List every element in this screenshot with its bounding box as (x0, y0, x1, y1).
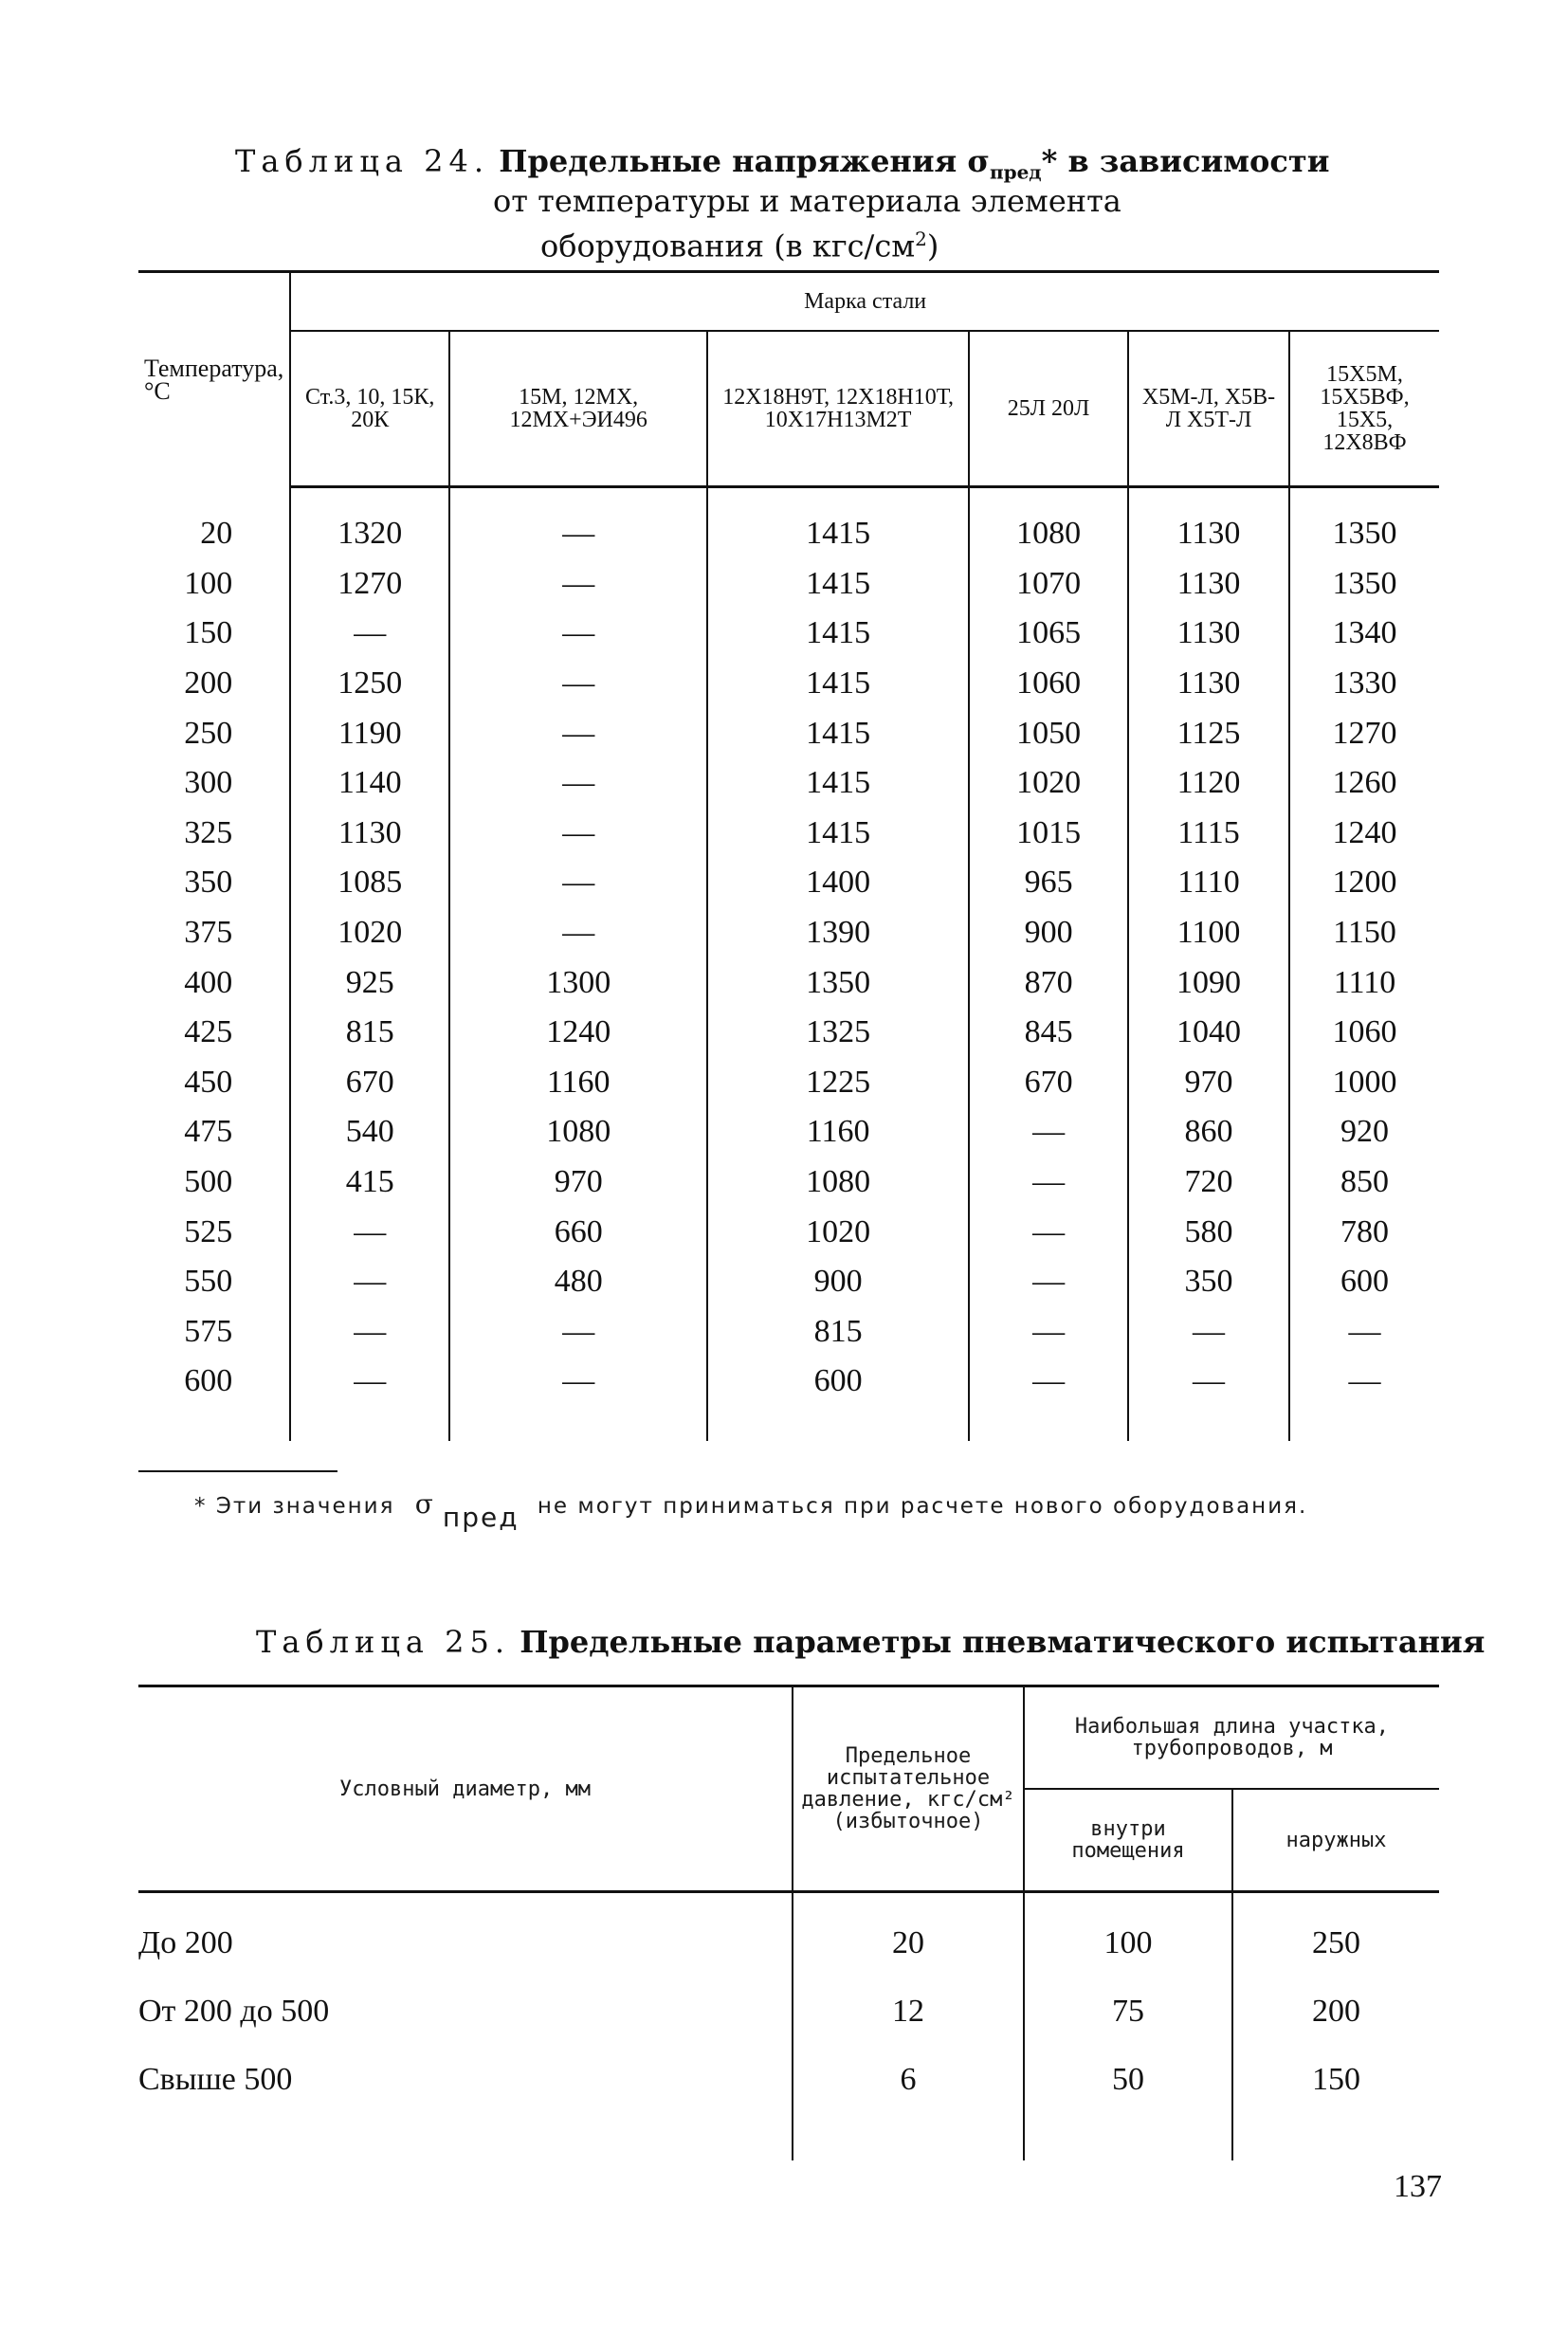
inside-header: внутри помещения (1024, 1789, 1232, 1892)
table-row (138, 1107, 1439, 1157)
stress-value-cell: 350 (1128, 1257, 1289, 1307)
stress-value-cell: — (449, 559, 707, 610)
footnote-star: * (194, 1494, 208, 1519)
stress-value-cell: 845 (969, 1008, 1128, 1058)
stress-value-cell: 1140 (290, 758, 449, 809)
stress-value-cell: 1125 (1128, 708, 1289, 758)
stress-value-cell: 1200 (1289, 858, 1439, 908)
stress-value-cell: — (449, 758, 707, 809)
parameter-value-cell: 250 (1232, 1892, 1439, 1978)
temperature-cell: 425 (184, 1014, 233, 1050)
stress-value-cell: 965 (969, 858, 1128, 908)
stress-value-cell: 1415 (707, 487, 969, 559)
steel-column-header: 25Л 20Л (969, 331, 1128, 487)
stress-value-cell: 1240 (449, 1008, 707, 1058)
stress-value-cell: — (1289, 1357, 1439, 1441)
stress-value-cell: 1080 (707, 1157, 969, 1208)
table25-body (138, 1892, 1439, 2161)
stress-value-cell: 415 (290, 1157, 449, 1208)
table-row (138, 1257, 1439, 1307)
temperature-cell: 550 (184, 1264, 233, 1300)
steel-column-header: 15М, 12МХ, 12МХ+ЭИ496 (449, 331, 707, 487)
stress-value-cell: 1070 (969, 559, 1128, 610)
temperature-cell: 400 (184, 964, 233, 1000)
stress-value-cell: 1390 (707, 908, 969, 958)
page-number: 137 (1394, 2169, 1442, 2204)
table-row (138, 559, 1439, 610)
table-row (138, 708, 1439, 758)
stress-value-cell: 1015 (969, 809, 1128, 859)
stress-value-cell: 1415 (707, 659, 969, 709)
parameter-value-cell: 20 (793, 1892, 1024, 1978)
stress-value-cell: — (449, 659, 707, 709)
stress-value-cell: 1270 (290, 559, 449, 610)
stress-value-cell: 660 (449, 1207, 707, 1257)
stress-value-cell: 970 (449, 1157, 707, 1208)
temperature-header: Температура, °С (144, 354, 284, 405)
stress-value-cell: 1130 (1128, 659, 1289, 709)
table-row (138, 2046, 1439, 2160)
stress-value-cell: 1020 (969, 758, 1128, 809)
stress-value-cell: 860 (1128, 1107, 1289, 1157)
stress-value-cell: — (449, 809, 707, 859)
stress-value-cell: — (290, 1257, 449, 1307)
footnote-sigma: σ (414, 1488, 435, 1520)
stress-value-cell: — (1128, 1357, 1289, 1441)
stress-value-cell: 1040 (1128, 1008, 1289, 1058)
footnote-text-after: не могут приниматься при расчете нового оборудования. (537, 1494, 1308, 1519)
stress-value-cell: 1350 (707, 957, 969, 1008)
stress-value-cell: 1350 (1289, 487, 1439, 559)
stress-value-cell: 1330 (1289, 659, 1439, 709)
stress-value-cell: 1090 (1128, 957, 1289, 1008)
table-row (138, 1058, 1439, 1108)
temperature-cell: 500 (184, 1164, 233, 1200)
parameter-value-cell: 6 (793, 2046, 1024, 2160)
stress-value-cell: — (449, 908, 707, 958)
stress-value-cell: — (290, 1207, 449, 1257)
temperature-cell: 250 (184, 715, 233, 751)
stress-value-cell: 1340 (1289, 609, 1439, 659)
temperature-cell: 325 (184, 814, 233, 850)
stress-value-cell: 1000 (1289, 1058, 1439, 1108)
stress-value-cell: 600 (1289, 1257, 1439, 1307)
table-row (138, 908, 1439, 958)
stress-value-cell: 720 (1128, 1157, 1289, 1208)
table-row (138, 1008, 1439, 1058)
stress-value-cell: 600 (707, 1357, 969, 1441)
table25 (138, 1685, 1439, 2160)
stress-value-cell: — (969, 1307, 1128, 1358)
stress-value-cell: — (290, 609, 449, 659)
stress-value-cell: — (969, 1107, 1128, 1157)
stress-value-cell: 1130 (1128, 609, 1289, 659)
stress-value-cell: — (290, 1307, 449, 1358)
temperature-cell: 20 (200, 515, 233, 551)
stress-value-cell: — (969, 1157, 1128, 1208)
stress-value-cell: — (449, 487, 707, 559)
table-row (138, 957, 1439, 1008)
table24-title-line3: оборудования (в кгс/$см^2$) (540, 228, 939, 264)
diameter-cell: Свыше 500 (138, 2062, 293, 2097)
stress-value-cell: 1415 (707, 609, 969, 659)
stress-value-cell: 1110 (1289, 957, 1439, 1008)
stress-value-cell: 580 (1128, 1207, 1289, 1257)
stress-value-cell: 1120 (1128, 758, 1289, 809)
stress-value-cell: 1020 (707, 1207, 969, 1257)
steel-column-header: 15Х5М, 15Х5ВФ, 15Х5, 12Х8ВФ (1289, 331, 1439, 487)
stress-value-cell: — (1289, 1307, 1439, 1358)
stress-value-cell: 480 (449, 1257, 707, 1307)
stress-value-cell: 900 (969, 908, 1128, 958)
footnote-text-before: Эти значения (215, 1494, 395, 1519)
temperature-cell: 575 (184, 1313, 233, 1349)
table-row (138, 809, 1439, 859)
temperature-cell: 600 (184, 1363, 233, 1399)
stress-value-cell: 1060 (1289, 1008, 1439, 1058)
table25-label: Таблица 25. (256, 1624, 511, 1660)
stress-value-cell: 1160 (707, 1107, 969, 1157)
stress-value-cell: 1250 (290, 659, 449, 709)
stress-value-cell: 1130 (290, 809, 449, 859)
table-row (138, 858, 1439, 908)
steel-column-header: Х5М-Л, Х5В-Л Х5Т-Л (1128, 331, 1289, 487)
temperature-cell: 375 (184, 915, 233, 951)
stress-value-cell: 1080 (449, 1107, 707, 1157)
temperature-cell: 100 (184, 565, 233, 601)
temperature-cell: 450 (184, 1064, 233, 1100)
stress-value-cell: 1260 (1289, 758, 1439, 809)
stress-value-cell: 1115 (1128, 809, 1289, 859)
parameter-value-cell: 150 (1232, 2046, 1439, 2160)
stress-value-cell: 780 (1289, 1207, 1439, 1257)
outside-header: наружных (1232, 1789, 1439, 1892)
temperature-cell: 150 (184, 615, 233, 651)
diameter-header: Условный диаметр, мм (138, 1686, 793, 1892)
stress-value-cell: — (449, 1307, 707, 1358)
parameter-value-cell: 100 (1024, 1892, 1232, 1978)
table25-caption (256, 1623, 1485, 1661)
table24 (138, 270, 1439, 1441)
table-row (138, 1157, 1439, 1208)
footnote-rule (138, 1470, 337, 1472)
parameter-value-cell: 12 (793, 1977, 1024, 2046)
table-row (138, 659, 1439, 709)
footnote-sub: пред (442, 1502, 520, 1533)
stress-value-cell: 1060 (969, 659, 1128, 709)
table24-label: Таблица 24. (235, 143, 490, 179)
table-row (138, 1307, 1439, 1358)
table-row (138, 1207, 1439, 1257)
stress-value-cell: 1050 (969, 708, 1128, 758)
stress-value-cell: 540 (290, 1107, 449, 1157)
table-row (138, 487, 1439, 559)
stress-value-cell: 970 (1128, 1058, 1289, 1108)
stress-value-cell: 1270 (1289, 708, 1439, 758)
stress-value-cell: 1085 (290, 858, 449, 908)
stress-value-cell: 1110 (1128, 858, 1289, 908)
footnote (194, 1488, 1308, 1533)
stress-value-cell: 670 (969, 1058, 1128, 1108)
parameter-value-cell: 200 (1232, 1977, 1439, 2046)
stress-value-cell: 1160 (449, 1058, 707, 1108)
stress-value-cell: 1130 (1128, 559, 1289, 610)
temperature-cell: 525 (184, 1213, 233, 1249)
table24-title-line2: от температуры и материала элемента (493, 183, 1121, 219)
temperature-cell: 475 (184, 1114, 233, 1150)
steel-column-header: 12Х18Н9Т, 12Х18Н10Т, 10Х17Н13М2Т (707, 331, 969, 487)
diameter-cell: До 200 (138, 1925, 233, 1960)
stress-value-cell: 850 (1289, 1157, 1439, 1208)
stress-value-cell: 815 (290, 1008, 449, 1058)
stress-value-cell: — (969, 1207, 1128, 1257)
stress-value-cell: — (449, 609, 707, 659)
stress-value-cell: 1150 (1289, 908, 1439, 958)
stress-value-cell: 1325 (707, 1008, 969, 1058)
stress-value-cell: 1080 (969, 487, 1128, 559)
stress-value-cell: — (969, 1257, 1128, 1307)
parameter-value-cell: 50 (1024, 2046, 1232, 2160)
stress-value-cell: 1300 (449, 957, 707, 1008)
temperature-cell: 300 (184, 765, 233, 801)
diameter-cell: От 200 до 500 (138, 1994, 330, 2029)
stress-value-cell: 1225 (707, 1058, 969, 1108)
table24-body (138, 487, 1439, 1441)
stress-value-cell: 1415 (707, 708, 969, 758)
stress-value-cell: 1415 (707, 758, 969, 809)
stress-value-cell: 925 (290, 957, 449, 1008)
stress-value-cell: 1350 (1289, 559, 1439, 610)
table25-title: Предельные параметры пневматического испытания (520, 1624, 1486, 1660)
stress-value-cell: — (449, 1357, 707, 1441)
table-row (138, 758, 1439, 809)
stress-value-cell: — (969, 1357, 1128, 1441)
steel-grade-header: Марка стали (290, 272, 1439, 332)
longest-section-header: Наибольшая длина участка, трубопроводов, м (1024, 1686, 1439, 1790)
table-row (138, 609, 1439, 659)
steel-column-header: Ст.3, 10, 15К, 20К (290, 331, 449, 487)
stress-value-cell: 1020 (290, 908, 449, 958)
stress-value-cell: 1400 (707, 858, 969, 908)
stress-value-cell: 1190 (290, 708, 449, 758)
table-row (138, 1977, 1439, 2046)
stress-value-cell: 670 (290, 1058, 449, 1108)
table24-title-line1: Предельные напряжения $\sigma_{пред}*$ в зависимости (499, 143, 1330, 184)
stress-value-cell: 900 (707, 1257, 969, 1307)
stress-value-cell: 920 (1289, 1107, 1439, 1157)
stress-value-cell: — (449, 708, 707, 758)
stress-value-cell: 1065 (969, 609, 1128, 659)
temperature-cell: 350 (184, 865, 233, 901)
stress-value-cell: — (449, 858, 707, 908)
stress-value-cell: 870 (969, 957, 1128, 1008)
stress-value-cell: 815 (707, 1307, 969, 1358)
pressure-header: Предельное испытательное давление, кгс/см² (избыточное) (793, 1686, 1024, 1892)
stress-value-cell: — (1128, 1307, 1289, 1358)
stress-value-cell: 1100 (1128, 908, 1289, 958)
table-row (138, 1357, 1439, 1441)
table-row (138, 1892, 1439, 1978)
stress-value-cell: 1240 (1289, 809, 1439, 859)
stress-value-cell: — (290, 1357, 449, 1441)
parameter-value-cell: 75 (1024, 1977, 1232, 2046)
temperature-cell: 200 (184, 665, 233, 702)
stress-value-cell: 1415 (707, 809, 969, 859)
stress-value-cell: 1415 (707, 559, 969, 610)
stress-value-cell: 1130 (1128, 487, 1289, 559)
stress-value-cell: 1320 (290, 487, 449, 559)
